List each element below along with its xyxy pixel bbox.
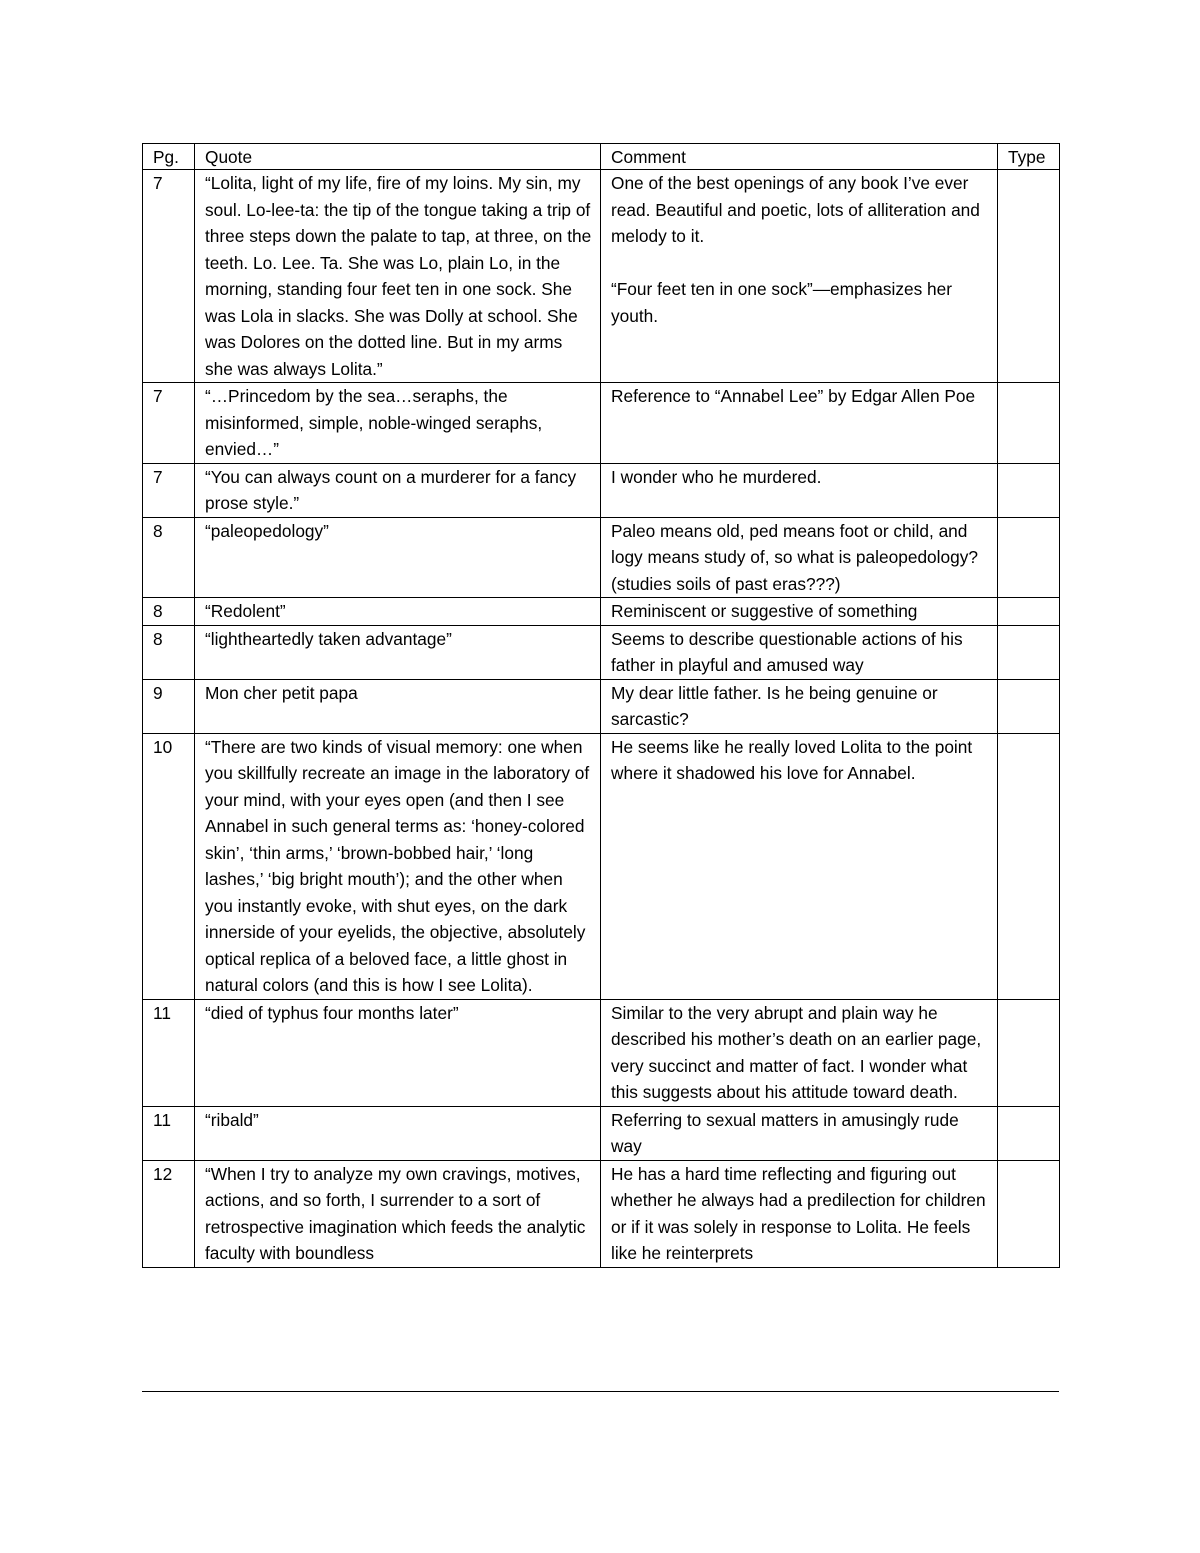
table-body [143,170,1060,1268]
comment-paragraph: Reminiscent or suggestive of something [611,601,918,621]
cell-quote [195,170,601,383]
cell-page-number: 7 [143,170,195,383]
comment-paragraph: Seems to describe questionable actions of his father in playful and amused way [611,628,963,675]
cell-quote [195,999,601,1106]
comment-paragraph: Referring to sexual matters in amusingly rude way [611,1109,959,1156]
cell-quote [195,383,601,464]
header-type: Type [998,144,1060,170]
header-quote: Quote [195,144,601,170]
quote-paragraph: “When I try to analyze my own cravings, motives, actions, and so forth, I surrender to a sort of retrospective imagination which feeds the analytic faculty with boundless [205,1163,586,1263]
table-row [143,679,1060,733]
comment-paragraph: Reference to “Annabel Lee” by Edgar Allen Poe [611,386,976,406]
cell-page-number: 7 [143,463,195,517]
cell-quote [195,1106,601,1160]
cell-comment [601,1106,998,1160]
cell-page-number: 10 [143,733,195,999]
table-bottom-border [142,1391,1059,1392]
cell-quote [195,1160,601,1267]
table-row [143,1160,1060,1267]
quote-paragraph: Mon cher petit papa [205,682,358,703]
cell-type [998,625,1060,679]
header-pg: Pg. [143,144,195,170]
comment-paragraph: “Four feet ten in one sock”—emphasizes her youth. [611,279,952,326]
cell-quote [195,517,601,598]
cell-type [998,517,1060,598]
cell-type [998,1160,1060,1267]
table-row [143,170,1060,383]
cell-type [998,383,1060,464]
quote-paragraph: “died of typhus four months later” [205,1002,459,1023]
cell-comment [601,625,998,679]
cell-type [998,463,1060,517]
cell-page-number: 11 [143,1106,195,1160]
quote-paragraph: “There are two kinds of visual memory: one when you skillfully recreate an image in the laboratory of your mind, with your eyes open (and then I see Annabel in such general terms as: ‘honey-colored skin’, ‘thin arms,’ ‘brown-bobbed hair,’ ‘long lashes,’ ‘big bright mouth’); and the other when you instantly evoke, with shut eyes, on the dark innerside of your eyelids, the objective, absolutely optical replica of a beloved face, a little ghost in natural colors (and this is how I see Lolita). [205,736,590,995]
cell-quote [195,679,601,733]
comment-paragraph: Similar to the very abrupt and plain way he described his mother’s death on an earlier page, very succinct and matter of fact. I wonder what this suggests about his attitude toward death. [611,1002,982,1102]
cell-comment [601,999,998,1106]
cell-comment [601,598,998,626]
cell-quote [195,625,601,679]
table-row [143,517,1060,598]
table-row [143,733,1060,999]
comment-paragraph: Paleo means old, ped means foot or child, and logy means study of, so what is paleopedology? (studies soils of past eras???) [611,520,978,594]
cell-comment [601,733,998,999]
cell-type [998,598,1060,626]
table-row [143,463,1060,517]
table-row [143,1106,1060,1160]
cell-quote [195,463,601,517]
cell-type [998,679,1060,733]
quote-paragraph: “lightheartedly taken advantage” [205,628,452,649]
cell-type [998,170,1060,383]
cell-page-number: 7 [143,383,195,464]
quote-paragraph: “…Princedom by the sea…seraphs, the misinformed, simple, noble-winged seraphs, envied…” [205,386,543,459]
cell-page-number: 8 [143,517,195,598]
table-row [143,625,1060,679]
quote-paragraph: “Lolita, light of my life, fire of my loins. My sin, my soul. Lo-lee-ta: the tip of the tongue taking a trip of three steps down the palate to tap, at three, on the teeth. Lo. Lee. Ta. She was Lo, plain Lo, in the morning, standing four feet ten in one sock. She was Lola in slacks. She was Dolly at school. She was Dolores on the dotted line. But in my arms she was always Lolita.” [205,173,592,379]
cell-comment [601,383,998,464]
header-row [143,144,1060,170]
cell-page-number: 8 [143,625,195,679]
table-row [143,598,1060,626]
comment-paragraph: One of the best openings of any book I’ve ever read. Beautiful and poetic, lots of alliteration and melody to it. [611,173,980,246]
cell-comment [601,679,998,733]
cell-page-number: 9 [143,679,195,733]
table-row [143,999,1060,1106]
cell-comment [601,1160,998,1267]
quote-log-table [142,143,1060,1268]
cell-page-number: 8 [143,598,195,626]
header-comment: Comment [601,144,998,170]
quote-paragraph: “Redolent” [205,601,286,621]
cell-comment [601,170,998,383]
cell-page-number: 11 [143,999,195,1106]
comment-paragraph: He has a hard time reflecting and figuring out whether he always had a predilection for children or if it was solely in response to Lolita. He feels like he reinterprets [611,1163,986,1263]
quote-paragraph: “You can always count on a murderer for a fancy prose style.” [205,466,577,513]
cell-type [998,1106,1060,1160]
table-row [143,383,1060,464]
comment-paragraph: I wonder who he murdered. [611,466,822,487]
quote-paragraph: “paleopedology” [205,520,329,541]
cell-type [998,999,1060,1106]
cell-comment [601,517,998,598]
cell-page-number: 12 [143,1160,195,1267]
cell-quote [195,598,601,626]
cell-quote [195,733,601,999]
quote-paragraph: “ribald” [205,1109,259,1130]
cell-comment [601,463,998,517]
comment-paragraph: My dear little father. Is he being genuine or sarcastic? [611,682,938,729]
cell-type [998,733,1060,999]
comment-paragraph: He seems like he really loved Lolita to the point where it shadowed his love for Annabel. [611,736,973,783]
